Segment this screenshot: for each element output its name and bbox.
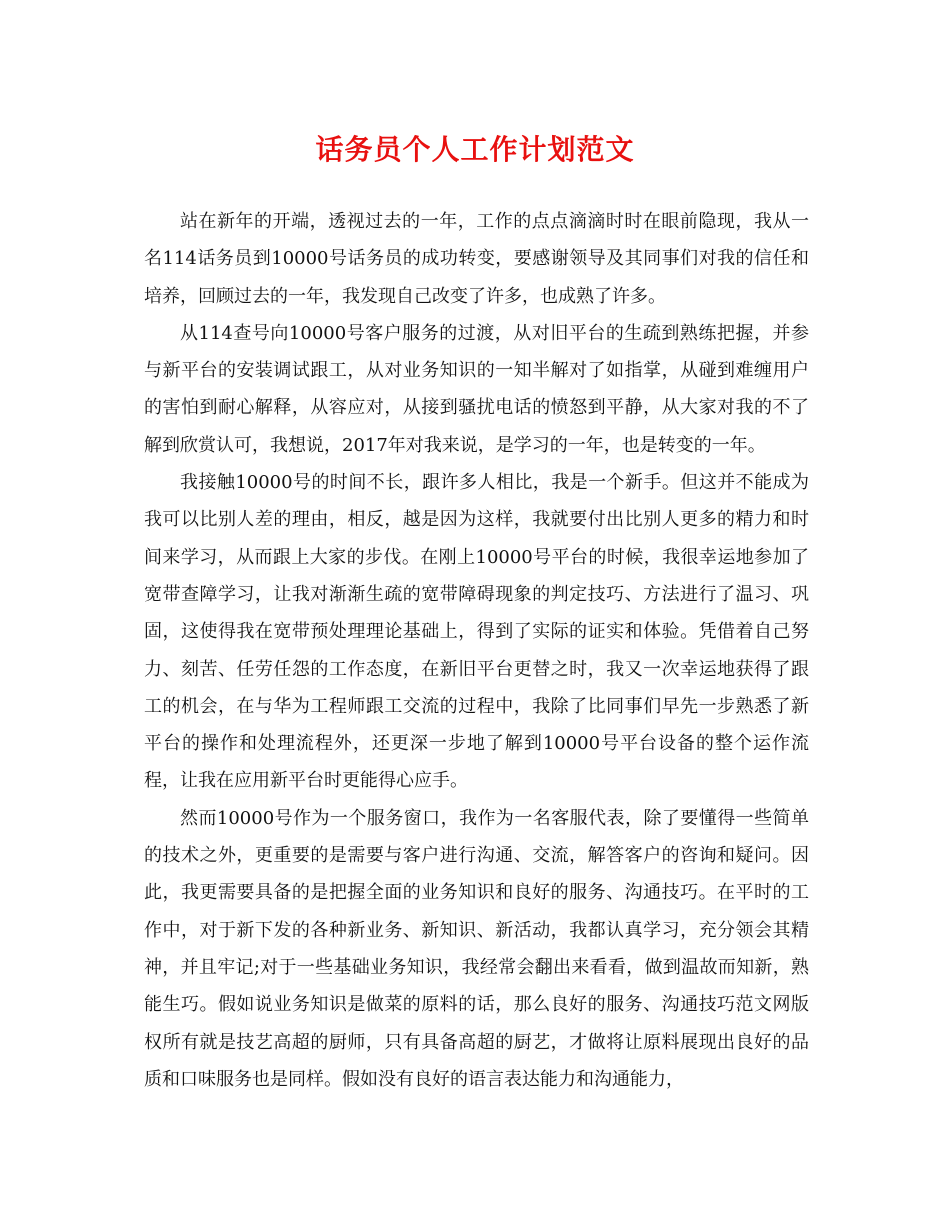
paragraph-4: 然而10000号作为一个服务窗口，我作为一名客服代表，除了要懂得一些简单的技术之外，更重要的是需要与客户进行沟通、交流，解答客户的咨询和疑问。因此，我更需要具备的是把握全面的业务知识和良好的服务、沟通技巧。在平时的工作中，对于新下发的各种新业务、新知识、新活动，我都认真学习，充分领会其精神，并且牢记;对于一些基础业务知识，我经常会翻出来看看，做到温故而知新，熟能生巧。假如说业务知识是做菜的原料的话，那么良好的服务、沟通技巧范文网版权所有就是技艺高超的厨师，只有具备高超的厨艺，才做将让原料展现出良好的品质和口味服务也是同样。假如没有良好的语言表达能力和沟通能力， [144, 807, 809, 1090]
document-title: 话务员个人工作计划范文 [315, 133, 635, 166]
document-body [144, 203, 809, 1098]
paragraph-3: 我接触10000号的时间不长，跟许多人相比，我是一个新手。但这并不能成为我可以比别人差的理由，相反，越是因为这样，我就要付出比别人更多的精力和时间来学习，从而跟上大家的步伐。在刚上10000号平台的时候，我很幸运地参加了宽带查障学习，让我对渐渐生疏的宽带障碍现象的判定技巧、方法进行了温习、巩固，这使得我在宽带预处理理论基础上，得到了实际的证实和体验。凭借着自己努力、刻苦、任劳任怨的工作态度，在新旧平台更替之时，我又一次幸运地获得了跟工的机会，在与华为工程师跟工交流的过程中，我除了比同事们早先一步熟悉了新平台的操作和处理流程外，还更深一步地了解到10000号平台设备的整个运作流程，让我在应用新平台时更能得心应手。 [144, 472, 809, 792]
paragraph-1: 站在新年的开端，透视过去的一年，工作的点点滴滴时时在眼前隐现，我从一名114话务员到10000号话务员的成功转变，要感谢领导及其同事们对我的信任和培养，回顾过去的一年，我发现自己改变了许多，也成熟了许多。 [144, 211, 809, 307]
paragraph-2: 从114查号向10000号客户服务的过渡，从对旧平台的生疏到熟练把握，并参与新平台的安装调试跟工，从对业务知识的一知半解对了如指掌，从碰到难缠用户的害怕到耐心解释，从容应对，从接到骚扰电话的愤怒到平静，从大家对我的不了解到欣赏认可，我想说，2017年对我来说，是学习的一年，也是转变的一年。 [144, 322, 809, 456]
